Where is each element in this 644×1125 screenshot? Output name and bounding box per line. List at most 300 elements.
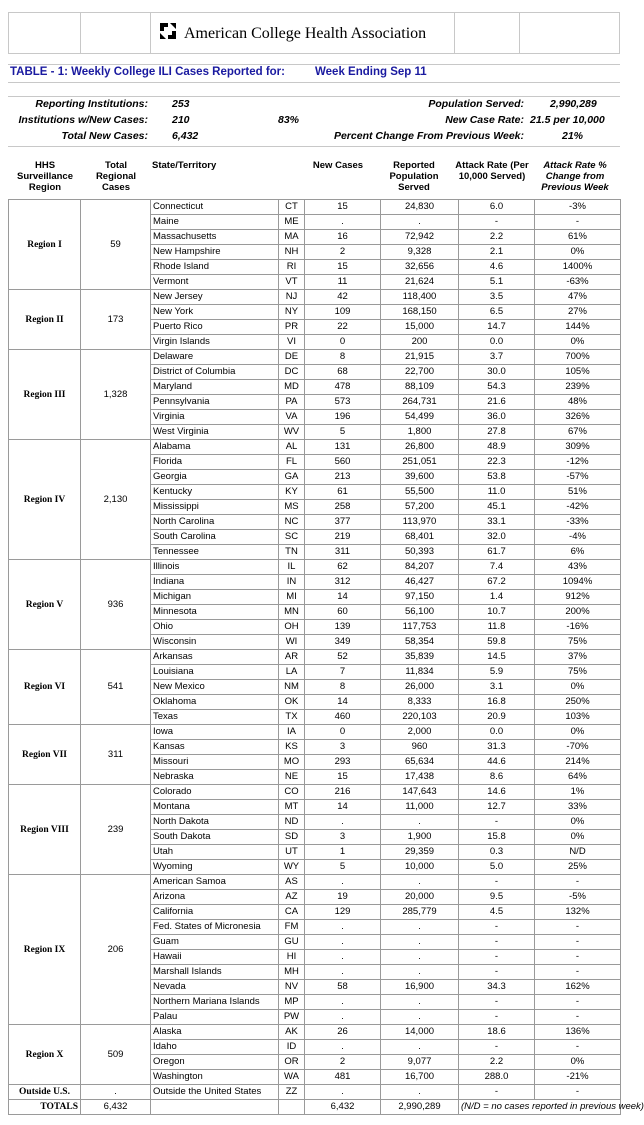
attack-rate: - <box>459 995 535 1010</box>
state-name: Colorado <box>151 785 279 800</box>
state-name: Maryland <box>151 380 279 395</box>
state-code: VI <box>279 335 305 350</box>
table-row <box>9 200 621 215</box>
state-name: Wyoming <box>151 860 279 875</box>
rate-change: 144% <box>535 320 621 335</box>
population-served: . <box>381 1085 459 1100</box>
population-served: 113,970 <box>381 515 459 530</box>
attack-rate: - <box>459 935 535 950</box>
state-name: New Mexico <box>151 680 279 695</box>
new-cases: . <box>305 1085 381 1100</box>
population-served: 264,731 <box>381 395 459 410</box>
state-name: Puerto Rico <box>151 320 279 335</box>
population-served: 117,753 <box>381 620 459 635</box>
table-row <box>9 650 621 665</box>
new-cases: 1 <box>305 845 381 860</box>
population-served: 14,000 <box>381 1025 459 1040</box>
state-name: Nevada <box>151 980 279 995</box>
rate-change: 162% <box>535 980 621 995</box>
percent-change-label: Percent Change From Previous Week: <box>333 130 524 142</box>
state-name: Iowa <box>151 725 279 740</box>
rate-change: -4% <box>535 530 621 545</box>
attack-rate: 20.9 <box>459 710 535 725</box>
attack-rate: 53.8 <box>459 470 535 485</box>
new-cases: 311 <box>305 545 381 560</box>
totals-blank <box>151 1100 279 1115</box>
state-name: Kansas <box>151 740 279 755</box>
attack-rate: 288.0 <box>459 1070 535 1085</box>
rate-change: 1% <box>535 785 621 800</box>
state-name: Montana <box>151 800 279 815</box>
attack-rate: 3.5 <box>459 290 535 305</box>
table-row <box>9 725 621 740</box>
population-served: . <box>381 965 459 980</box>
totals-regional: 6,432 <box>81 1100 151 1115</box>
rate-change: 43% <box>535 560 621 575</box>
rate-change: -21% <box>535 1070 621 1085</box>
new-cases: 15 <box>305 770 381 785</box>
state-name: Louisiana <box>151 665 279 680</box>
population-served-value: 2,990,289 <box>550 98 597 110</box>
state-name: Florida <box>151 455 279 470</box>
rate-change: 0% <box>535 725 621 740</box>
new-cases: 68 <box>305 365 381 380</box>
population-served: . <box>381 815 459 830</box>
population-served: 20,000 <box>381 890 459 905</box>
new-cases: 258 <box>305 500 381 515</box>
new-cases: 460 <box>305 710 381 725</box>
table-row <box>9 560 621 575</box>
state-code: PW <box>279 1010 305 1025</box>
new-cases: . <box>305 215 381 230</box>
region-name: Region II <box>9 290 81 350</box>
state-code: SC <box>279 530 305 545</box>
population-served: 35,839 <box>381 650 459 665</box>
state-code: NV <box>279 980 305 995</box>
state-code: MI <box>279 590 305 605</box>
state-code: ID <box>279 1040 305 1055</box>
table-row <box>9 785 621 800</box>
state-code: MT <box>279 800 305 815</box>
rate-change: 200% <box>535 605 621 620</box>
state-name: Delaware <box>151 350 279 365</box>
state-code: AL <box>279 440 305 455</box>
state-name: Georgia <box>151 470 279 485</box>
regional-total: 206 <box>81 875 151 1025</box>
week-label: Week Ending Sep 11 <box>315 66 427 78</box>
state-name: Fed. States of Micronesia <box>151 920 279 935</box>
col-header-state: State/Territory <box>152 160 217 171</box>
institutions-new-cases-pct: 83% <box>278 114 300 126</box>
totals-blank-code <box>279 1100 305 1115</box>
state-name: California <box>151 905 279 920</box>
rate-change: -63% <box>535 275 621 290</box>
col-header-new-cases: New Cases <box>312 160 364 171</box>
state-code: DE <box>279 350 305 365</box>
rate-change: 132% <box>535 905 621 920</box>
col-header-rate-change: Attack Rate % Change from Previous Week <box>541 160 609 193</box>
population-served: 26,800 <box>381 440 459 455</box>
attack-rate: 14.5 <box>459 650 535 665</box>
totals-population: 2,990,289 <box>381 1100 459 1115</box>
attack-rate: 36.0 <box>459 410 535 425</box>
state-code: DC <box>279 365 305 380</box>
state-code: OH <box>279 620 305 635</box>
state-code: GU <box>279 935 305 950</box>
state-code: MP <box>279 995 305 1010</box>
population-served: 46,427 <box>381 575 459 590</box>
state-code: TN <box>279 545 305 560</box>
population-served: 65,634 <box>381 755 459 770</box>
table-row <box>9 350 621 365</box>
population-served: 26,000 <box>381 680 459 695</box>
new-cases: . <box>305 1040 381 1055</box>
new-cases: 478 <box>305 380 381 395</box>
state-name: Hawaii <box>151 950 279 965</box>
state-name: Texas <box>151 710 279 725</box>
state-code: IA <box>279 725 305 740</box>
population-served: 56,100 <box>381 605 459 620</box>
rate-change: 912% <box>535 590 621 605</box>
attack-rate: 14.7 <box>459 320 535 335</box>
new-cases: 0 <box>305 335 381 350</box>
state-code: IL <box>279 560 305 575</box>
attack-rate: 16.8 <box>459 695 535 710</box>
new-cases: . <box>305 1010 381 1025</box>
rate-change: -5% <box>535 890 621 905</box>
institutions-new-cases-label: Institutions w/New Cases: <box>18 114 148 126</box>
new-cases: 377 <box>305 515 381 530</box>
new-cases: . <box>305 935 381 950</box>
new-cases: 15 <box>305 260 381 275</box>
new-cases: . <box>305 875 381 890</box>
attack-rate: 45.1 <box>459 500 535 515</box>
state-name: Alabama <box>151 440 279 455</box>
population-served: 8,333 <box>381 695 459 710</box>
state-code: NM <box>279 680 305 695</box>
state-name: Maine <box>151 215 279 230</box>
state-code: WI <box>279 635 305 650</box>
rate-change: 326% <box>535 410 621 425</box>
attack-rate: 22.3 <box>459 455 535 470</box>
new-cases: 2 <box>305 1055 381 1070</box>
population-served: . <box>381 950 459 965</box>
new-cases: 14 <box>305 590 381 605</box>
rate-change: 0% <box>535 335 621 350</box>
state-name: Indiana <box>151 575 279 590</box>
state-name: Connecticut <box>151 200 279 215</box>
state-code: TX <box>279 710 305 725</box>
state-code: NJ <box>279 290 305 305</box>
state-code: OK <box>279 695 305 710</box>
attack-rate: 0.0 <box>459 335 535 350</box>
rate-change: - <box>535 935 621 950</box>
state-code: MS <box>279 500 305 515</box>
rate-change: 25% <box>535 860 621 875</box>
state-name: Missouri <box>151 755 279 770</box>
rate-change: -70% <box>535 740 621 755</box>
attack-rate: 11.8 <box>459 620 535 635</box>
population-served: 97,150 <box>381 590 459 605</box>
state-code: IN <box>279 575 305 590</box>
organization-name: American College Health Association <box>184 25 427 42</box>
total-new-cases-label: Total New Cases: <box>61 130 148 142</box>
rate-change: 700% <box>535 350 621 365</box>
totals-label: TOTALS <box>9 1100 81 1115</box>
state-name: Outside the United States <box>151 1085 279 1100</box>
state-code: CA <box>279 905 305 920</box>
population-served: 50,393 <box>381 545 459 560</box>
table-row <box>9 440 621 455</box>
regional-total: 936 <box>81 560 151 650</box>
new-cases: 52 <box>305 650 381 665</box>
rate-change: 67% <box>535 425 621 440</box>
state-name: Ohio <box>151 620 279 635</box>
attack-rate: 2.2 <box>459 1055 535 1070</box>
new-cases: 14 <box>305 800 381 815</box>
population-served: 32,656 <box>381 260 459 275</box>
rate-change: - <box>535 875 621 890</box>
table-row <box>9 290 621 305</box>
new-cases: 560 <box>305 455 381 470</box>
state-name: Marshall Islands <box>151 965 279 980</box>
state-name: Wisconsin <box>151 635 279 650</box>
state-code: SD <box>279 830 305 845</box>
attack-rate: 27.8 <box>459 425 535 440</box>
rate-change: 239% <box>535 380 621 395</box>
totals-note: (N/D = no cases reported in previous week) <box>459 1100 621 1115</box>
state-name: District of Columbia <box>151 365 279 380</box>
totals-new-cases: 6,432 <box>305 1100 381 1115</box>
rate-change: 75% <box>535 665 621 680</box>
rate-change: 48% <box>535 395 621 410</box>
attack-rate: 48.9 <box>459 440 535 455</box>
population-served: 251,051 <box>381 455 459 470</box>
population-served: . <box>381 1040 459 1055</box>
region-name: Region IV <box>9 440 81 560</box>
new-cases: . <box>305 815 381 830</box>
institutions-new-cases-value: 210 <box>172 114 190 126</box>
population-served: 960 <box>381 740 459 755</box>
state-code: GA <box>279 470 305 485</box>
population-served: 147,643 <box>381 785 459 800</box>
state-code: AS <box>279 875 305 890</box>
state-code: PA <box>279 395 305 410</box>
state-name: Pennsylvania <box>151 395 279 410</box>
state-name: New Hampshire <box>151 245 279 260</box>
population-served: 200 <box>381 335 459 350</box>
rate-change: 0% <box>535 830 621 845</box>
new-cases: 14 <box>305 695 381 710</box>
state-code: HI <box>279 950 305 965</box>
attack-rate: 6.0 <box>459 200 535 215</box>
state-name: Idaho <box>151 1040 279 1055</box>
state-code: NC <box>279 515 305 530</box>
state-code: VT <box>279 275 305 290</box>
state-code: MO <box>279 755 305 770</box>
population-served: 68,401 <box>381 530 459 545</box>
region-name: Region VII <box>9 725 81 785</box>
population-served: 21,624 <box>381 275 459 290</box>
state-code: WA <box>279 1070 305 1085</box>
population-served: 22,700 <box>381 365 459 380</box>
state-name: Virgin Islands <box>151 335 279 350</box>
state-name: South Carolina <box>151 530 279 545</box>
rate-change: - <box>535 215 621 230</box>
state-name: New York <box>151 305 279 320</box>
rate-change: -3% <box>535 200 621 215</box>
state-code: MA <box>279 230 305 245</box>
percent-change-value: 21% <box>562 130 584 142</box>
state-code: AR <box>279 650 305 665</box>
state-name: Illinois <box>151 560 279 575</box>
state-code: ZZ <box>279 1085 305 1100</box>
state-name: Kentucky <box>151 485 279 500</box>
attack-rate: 15.8 <box>459 830 535 845</box>
new-cases: 19 <box>305 890 381 905</box>
rate-change: - <box>535 1085 621 1100</box>
state-code: AZ <box>279 890 305 905</box>
new-cases: 42 <box>305 290 381 305</box>
rate-change: -33% <box>535 515 621 530</box>
new-cases: 293 <box>305 755 381 770</box>
rate-change: 0% <box>535 1055 621 1070</box>
regional-total: 239 <box>81 785 151 875</box>
state-name: Mississippi <box>151 500 279 515</box>
new-cases: 129 <box>305 905 381 920</box>
state-name: Guam <box>151 935 279 950</box>
state-code: PR <box>279 320 305 335</box>
state-name: Tennessee <box>151 545 279 560</box>
attack-rate: 61.7 <box>459 545 535 560</box>
new-cases: 22 <box>305 320 381 335</box>
attack-rate: 0.3 <box>459 845 535 860</box>
population-served: 11,834 <box>381 665 459 680</box>
new-cases: . <box>305 965 381 980</box>
state-code: UT <box>279 845 305 860</box>
col-header-attack-rate: Attack Rate (Per 10,000 Served) <box>455 160 529 182</box>
population-served: 58,354 <box>381 635 459 650</box>
attack-rate: - <box>459 1085 535 1100</box>
new-cases: 481 <box>305 1070 381 1085</box>
population-served: 9,077 <box>381 1055 459 1070</box>
region-name: Region III <box>9 350 81 440</box>
attack-rate: 4.5 <box>459 905 535 920</box>
state-name: Palau <box>151 1010 279 1025</box>
new-cases: 196 <box>305 410 381 425</box>
state-name: New Jersey <box>151 290 279 305</box>
acha-logo-icon <box>158 21 178 41</box>
attack-rate: 7.4 <box>459 560 535 575</box>
attack-rate: - <box>459 215 535 230</box>
rate-change: 27% <box>535 305 621 320</box>
state-code: OR <box>279 1055 305 1070</box>
state-code: MH <box>279 965 305 980</box>
rate-change: 214% <box>535 755 621 770</box>
state-name: Vermont <box>151 275 279 290</box>
table-title-text: TABLE - 1: Weekly College ILI Cases Reported for: <box>10 66 285 78</box>
population-served: 88,109 <box>381 380 459 395</box>
reporting-institutions-label: Reporting Institutions: <box>35 98 148 110</box>
new-cases: 8 <box>305 350 381 365</box>
state-code: WV <box>279 425 305 440</box>
population-served: 9,328 <box>381 245 459 260</box>
rate-change: 105% <box>535 365 621 380</box>
table-row <box>9 875 621 890</box>
new-cases: 58 <box>305 980 381 995</box>
regional-total: 541 <box>81 650 151 725</box>
attack-rate: - <box>459 1010 535 1025</box>
attack-rate: 2.2 <box>459 230 535 245</box>
population-served: 118,400 <box>381 290 459 305</box>
state-code: AK <box>279 1025 305 1040</box>
state-code: KS <box>279 740 305 755</box>
rate-change: - <box>535 965 621 980</box>
new-cases: 3 <box>305 740 381 755</box>
new-cases: 16 <box>305 230 381 245</box>
attack-rate: 5.1 <box>459 275 535 290</box>
attack-rate: 9.5 <box>459 890 535 905</box>
state-code: ND <box>279 815 305 830</box>
attack-rate: - <box>459 815 535 830</box>
rate-change: 103% <box>535 710 621 725</box>
state-name: West Virginia <box>151 425 279 440</box>
new-cases: 11 <box>305 275 381 290</box>
new-cases: 219 <box>305 530 381 545</box>
attack-rate: - <box>459 875 535 890</box>
region-name: Region V <box>9 560 81 650</box>
total-new-cases-value: 6,432 <box>172 130 199 142</box>
attack-rate: 32.0 <box>459 530 535 545</box>
attack-rate: 12.7 <box>459 800 535 815</box>
population-served: 2,000 <box>381 725 459 740</box>
state-code: LA <box>279 665 305 680</box>
attack-rate: 54.3 <box>459 380 535 395</box>
new-cases: 139 <box>305 620 381 635</box>
new-cases: 15 <box>305 200 381 215</box>
regional-total: 2,130 <box>81 440 151 560</box>
rate-change: - <box>535 995 621 1010</box>
attack-rate: 1.4 <box>459 590 535 605</box>
rate-change: - <box>535 1010 621 1025</box>
rate-change: N/D <box>535 845 621 860</box>
col-header-total: Total Regional Cases <box>95 160 137 193</box>
new-cases: 7 <box>305 665 381 680</box>
population-served: 29,359 <box>381 845 459 860</box>
population-served: 17,438 <box>381 770 459 785</box>
state-name: Northern Mariana Islands <box>151 995 279 1010</box>
state-name: Rhode Island <box>151 260 279 275</box>
population-served: . <box>381 995 459 1010</box>
rate-change: - <box>535 1040 621 1055</box>
state-code: WY <box>279 860 305 875</box>
population-served: . <box>381 215 459 230</box>
population-served: . <box>381 920 459 935</box>
state-name: Virginia <box>151 410 279 425</box>
attack-rate: 11.0 <box>459 485 535 500</box>
state-name: North Carolina <box>151 515 279 530</box>
attack-rate: 3.1 <box>459 680 535 695</box>
rate-change: 0% <box>535 815 621 830</box>
attack-rate: 5.0 <box>459 860 535 875</box>
state-code: NE <box>279 770 305 785</box>
new-cases: 62 <box>305 560 381 575</box>
col-header-region: HHS Surveillance Region <box>17 160 73 193</box>
new-cases: 60 <box>305 605 381 620</box>
table-title <box>10 66 427 78</box>
rate-change: 61% <box>535 230 621 245</box>
state-code: NH <box>279 245 305 260</box>
